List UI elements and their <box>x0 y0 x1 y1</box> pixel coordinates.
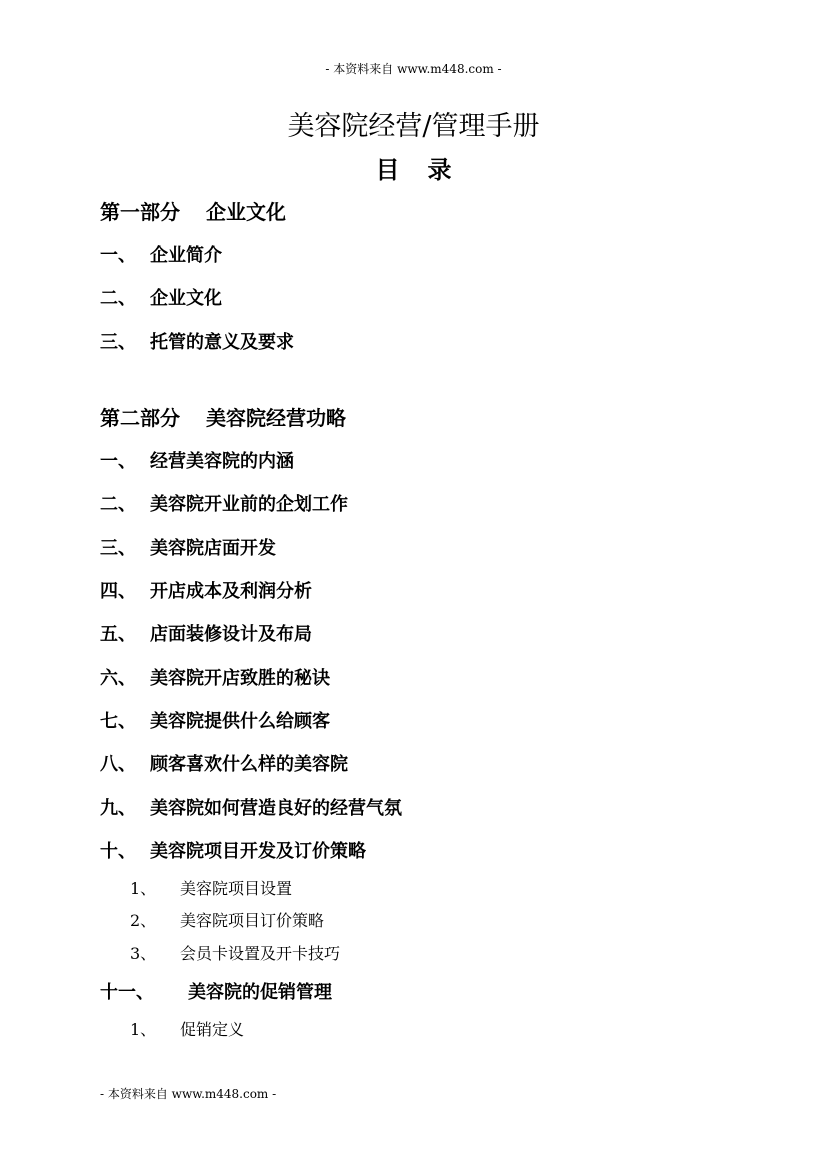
toc-item-number: 九、 <box>100 798 136 819</box>
toc-subitem-text: 促销定义 <box>180 1020 245 1039</box>
part-2-heading <box>100 402 346 431</box>
toc-subitem <box>130 908 324 931</box>
toc-item <box>100 707 330 733</box>
toc-item-text: 企业文化 <box>150 288 222 309</box>
toc-item <box>100 620 312 646</box>
toc-item-number: 六、 <box>100 668 136 689</box>
toc-item-text: 美容院开业前的企划工作 <box>150 494 348 515</box>
part-1-heading <box>100 196 286 225</box>
document-title: 美容院经营/管理手册 <box>287 111 540 142</box>
toc-item <box>100 577 312 603</box>
footer-source-note: - 本资料来自 www.m448.com - <box>100 1087 277 1101</box>
toc-item <box>100 837 366 863</box>
toc-item-text: 企业简介 <box>150 245 222 266</box>
toc-item-text: 开店成本及利润分析 <box>150 581 312 602</box>
toc-item-text: 美容院如何营造良好的经营气氛 <box>150 798 402 819</box>
toc-subitem-number: 1、 <box>130 1020 157 1039</box>
toc-heading <box>0 150 827 185</box>
toc-item <box>100 490 348 516</box>
toc-item <box>100 978 332 1004</box>
toc-item <box>100 664 330 690</box>
toc-subitem-number: 1、 <box>130 879 157 898</box>
toc-item-text: 美容院开店致胜的秘诀 <box>150 668 330 689</box>
toc-heading-char-1: 目 <box>375 155 400 184</box>
toc-item-number: 五、 <box>100 624 136 645</box>
part-1-title: 企业文化 <box>206 200 286 224</box>
toc-item-text: 美容院的促销管理 <box>188 982 332 1003</box>
toc-item-number: 二、 <box>100 288 136 309</box>
toc-item-text: 经营美容院的内涵 <box>150 451 294 472</box>
toc-item-number: 一、 <box>100 451 136 472</box>
toc-subitem-text: 美容院项目设置 <box>180 879 293 898</box>
toc-item <box>100 750 348 776</box>
part-2-label: 第二部分 <box>100 406 180 430</box>
toc-item-number: 八、 <box>100 754 136 775</box>
toc-item-number: 三、 <box>100 332 136 353</box>
toc-item-text: 美容院提供什么给顾客 <box>150 711 330 732</box>
header-source-note: - 本资料来自 www.m448.com - <box>325 62 502 76</box>
toc-item-number: 十、 <box>100 841 136 862</box>
toc-item-number: 七、 <box>100 711 136 732</box>
toc-item-number: 十一、 <box>100 982 154 1003</box>
toc-item-text: 美容院店面开发 <box>150 538 276 559</box>
toc-item-text: 托管的意义及要求 <box>150 332 294 353</box>
toc-item <box>100 241 222 267</box>
toc-item-text: 美容院项目开发及订价策略 <box>150 841 366 862</box>
toc-item-text: 店面装修设计及布局 <box>150 624 312 645</box>
toc-item <box>100 534 276 560</box>
toc-subitem <box>130 1017 244 1040</box>
toc-item-number: 三、 <box>100 538 136 559</box>
toc-item <box>100 284 222 310</box>
toc-item <box>100 794 402 820</box>
toc-item-text: 顾客喜欢什么样的美容院 <box>150 754 348 775</box>
part-1-label: 第一部分 <box>100 200 180 224</box>
toc-subitem <box>130 876 292 899</box>
toc-item-number: 四、 <box>100 581 136 602</box>
part-2-title: 美容院经营功略 <box>206 406 346 430</box>
toc-item <box>100 328 294 354</box>
toc-item-number: 一、 <box>100 245 136 266</box>
toc-subitem <box>130 941 340 964</box>
toc-subitem-number: 3、 <box>130 944 157 963</box>
toc-item <box>100 447 294 473</box>
toc-heading-char-2: 录 <box>427 155 452 184</box>
toc-subitem-text: 美容院项目订价策略 <box>180 911 325 930</box>
toc-subitem-text: 会员卡设置及开卡技巧 <box>180 944 341 963</box>
toc-subitem-number: 2、 <box>130 911 157 930</box>
toc-item-number: 二、 <box>100 494 136 515</box>
